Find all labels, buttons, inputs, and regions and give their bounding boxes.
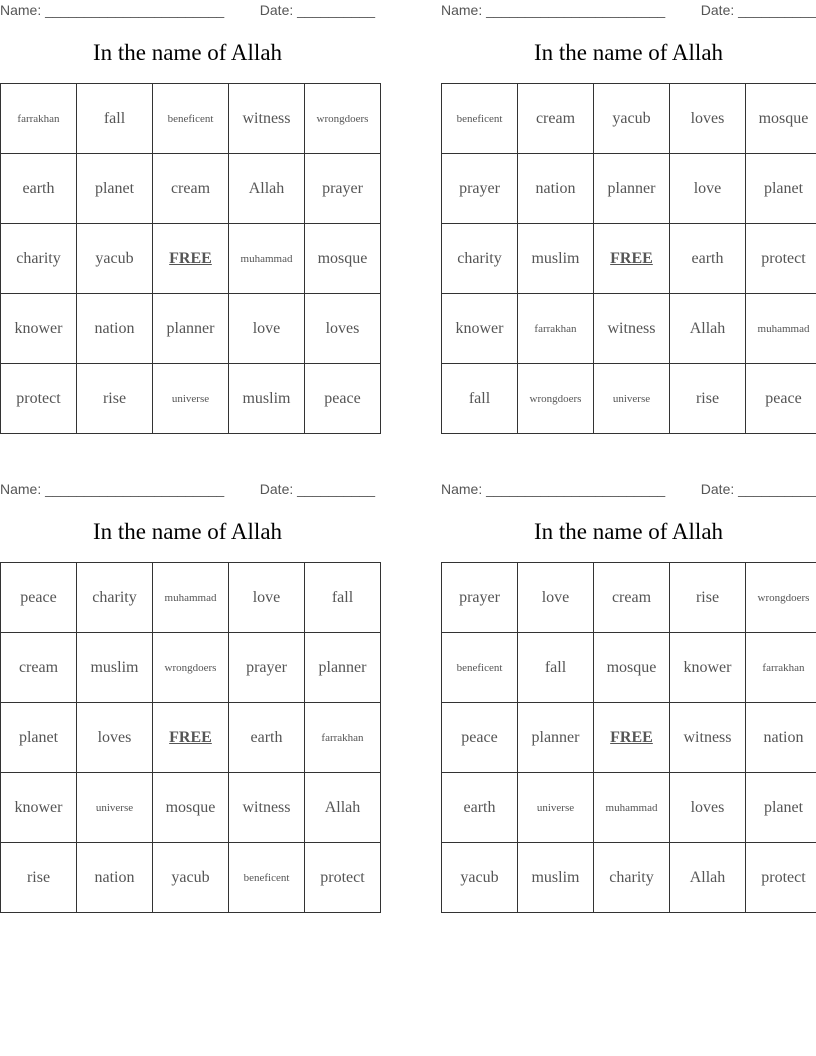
- grid-cell: peace: [442, 703, 518, 773]
- grid-row: [1, 294, 381, 364]
- grid-cell: loves: [305, 294, 381, 364]
- grid-cell: yacub: [153, 843, 229, 913]
- grid-cell: planet: [77, 154, 153, 224]
- grid-cell: Allah: [229, 154, 305, 224]
- grid-row: [1, 364, 381, 434]
- grid-cell: wrongdoers: [305, 84, 381, 154]
- grid-cell: farrakhan: [518, 294, 594, 364]
- grid-row: [442, 843, 816, 913]
- grid-cell: protect: [746, 843, 816, 913]
- grid-cell: prayer: [442, 563, 518, 633]
- grid-cell: charity: [77, 563, 153, 633]
- grid-cell: rise: [670, 563, 746, 633]
- grid-row: [442, 703, 816, 773]
- card-header: [441, 479, 816, 501]
- grid-cell: yacub: [594, 84, 670, 154]
- grid-cell: loves: [670, 84, 746, 154]
- grid-row: [1, 843, 381, 913]
- grid-cell: farrakhan: [746, 633, 816, 703]
- grid-cell: cream: [153, 154, 229, 224]
- grid-cell: fall: [518, 633, 594, 703]
- card-header: [0, 0, 375, 22]
- grid-cell: nation: [746, 703, 816, 773]
- date-field: Date: __________: [700, 481, 816, 497]
- grid-row: [442, 224, 816, 294]
- grid-cell: farrakhan: [305, 703, 381, 773]
- grid-row: [1, 633, 381, 703]
- grid-cell: wrongdoers: [153, 633, 229, 703]
- grid-cell: knower: [1, 294, 77, 364]
- grid-cell: planet: [746, 154, 816, 224]
- grid-cell: peace: [305, 364, 381, 434]
- card-title: In the name of Allah: [533, 40, 724, 65]
- grid-cell: muhammad: [153, 563, 229, 633]
- card-header: [441, 0, 816, 22]
- grid-cell: universe: [594, 364, 670, 434]
- grid-cell: FREE: [594, 703, 670, 773]
- grid-cell: nation: [77, 843, 153, 913]
- grid-cell: rise: [670, 364, 746, 434]
- grid-cell: fall: [77, 84, 153, 154]
- grid-cell: charity: [594, 843, 670, 913]
- grid-row: [1, 563, 381, 633]
- grid-cell: loves: [77, 703, 153, 773]
- grid-row: [1, 703, 381, 773]
- name-field: Name: _______________________: [441, 2, 666, 18]
- grid-cell: witness: [670, 703, 746, 773]
- grid-cell: witness: [594, 294, 670, 364]
- grid-row: [442, 364, 816, 434]
- bingo-grid: [441, 83, 816, 434]
- grid-cell: love: [670, 154, 746, 224]
- grid-cell: earth: [1, 154, 77, 224]
- grid-cell: earth: [229, 703, 305, 773]
- grid-cell: protect: [1, 364, 77, 434]
- grid-cell: Allah: [305, 773, 381, 843]
- grid-cell: beneficent: [153, 84, 229, 154]
- grid-cell: knower: [442, 294, 518, 364]
- grid-cell: planner: [153, 294, 229, 364]
- grid-row: [442, 84, 816, 154]
- grid-cell: rise: [77, 364, 153, 434]
- grid-cell: witness: [229, 773, 305, 843]
- grid-cell: muslim: [229, 364, 305, 434]
- grid-row: [442, 773, 816, 843]
- grid-cell: protect: [746, 224, 816, 294]
- grid-row: [1, 773, 381, 843]
- grid-cell: mosque: [153, 773, 229, 843]
- grid-cell: muhammad: [594, 773, 670, 843]
- grid-row: [442, 633, 816, 703]
- grid-cell: yacub: [77, 224, 153, 294]
- card-header: [0, 479, 375, 501]
- grid-cell: nation: [518, 154, 594, 224]
- grid-cell: universe: [518, 773, 594, 843]
- grid-row: [1, 84, 381, 154]
- grid-cell: Allah: [670, 294, 746, 364]
- grid-cell: beneficent: [229, 843, 305, 913]
- grid-row: [1, 224, 381, 294]
- grid-cell: planner: [518, 703, 594, 773]
- grid-cell: rise: [1, 843, 77, 913]
- card-title: In the name of Allah: [533, 519, 724, 544]
- grid-cell: mosque: [746, 84, 816, 154]
- grid-cell: wrongdoers: [518, 364, 594, 434]
- grid-cell: FREE: [594, 224, 670, 294]
- grid-cell: cream: [518, 84, 594, 154]
- grid-cell: prayer: [305, 154, 381, 224]
- date-field: Date: __________: [700, 2, 816, 18]
- grid-cell: beneficent: [442, 84, 518, 154]
- grid-cell: yacub: [442, 843, 518, 913]
- grid-cell: knower: [1, 773, 77, 843]
- grid-cell: mosque: [305, 224, 381, 294]
- grid-cell: cream: [1, 633, 77, 703]
- grid-cell: universe: [153, 364, 229, 434]
- grid-cell: earth: [442, 773, 518, 843]
- grid-cell: love: [518, 563, 594, 633]
- grid-cell: planet: [1, 703, 77, 773]
- grid-cell: wrongdoers: [746, 563, 816, 633]
- grid-cell: peace: [746, 364, 816, 434]
- grid-cell: planner: [305, 633, 381, 703]
- grid-cell: mosque: [594, 633, 670, 703]
- grid-cell: peace: [1, 563, 77, 633]
- grid-cell: beneficent: [442, 633, 518, 703]
- grid-cell: protect: [305, 843, 381, 913]
- grid-cell: FREE: [153, 703, 229, 773]
- bingo-grid: [0, 83, 381, 434]
- grid-cell: witness: [229, 84, 305, 154]
- grid-cell: fall: [305, 563, 381, 633]
- grid-cell: Allah: [670, 843, 746, 913]
- grid-row: [442, 563, 816, 633]
- grid-cell: muhammad: [229, 224, 305, 294]
- grid-cell: nation: [77, 294, 153, 364]
- bingo-grid: [441, 562, 816, 913]
- name-field: Name: _______________________: [441, 481, 666, 497]
- grid-cell: prayer: [442, 154, 518, 224]
- grid-cell: charity: [1, 224, 77, 294]
- grid-cell: fall: [442, 364, 518, 434]
- grid-cell: knower: [670, 633, 746, 703]
- grid-cell: planet: [746, 773, 816, 843]
- grid-cell: earth: [670, 224, 746, 294]
- grid-cell: muhammad: [746, 294, 816, 364]
- grid-cell: loves: [670, 773, 746, 843]
- grid-cell: prayer: [229, 633, 305, 703]
- grid-cell: farrakhan: [1, 84, 77, 154]
- grid-row: [442, 154, 816, 224]
- date-field: Date: __________: [259, 2, 375, 18]
- grid-cell: planner: [594, 154, 670, 224]
- name-field: Name: _______________________: [0, 2, 225, 18]
- grid-cell: muslim: [518, 843, 594, 913]
- grid-cell: charity: [442, 224, 518, 294]
- date-field: Date: __________: [259, 481, 375, 497]
- grid-row: [442, 294, 816, 364]
- grid-cell: muslim: [77, 633, 153, 703]
- grid-cell: FREE: [153, 224, 229, 294]
- grid-cell: universe: [77, 773, 153, 843]
- grid-cell: cream: [594, 563, 670, 633]
- grid-row: [1, 154, 381, 224]
- card-title: In the name of Allah: [92, 40, 283, 65]
- card-title: In the name of Allah: [92, 519, 283, 544]
- grid-cell: muslim: [518, 224, 594, 294]
- grid-cell: love: [229, 563, 305, 633]
- name-field: Name: _______________________: [0, 481, 225, 497]
- bingo-grid: [0, 562, 381, 913]
- grid-cell: love: [229, 294, 305, 364]
